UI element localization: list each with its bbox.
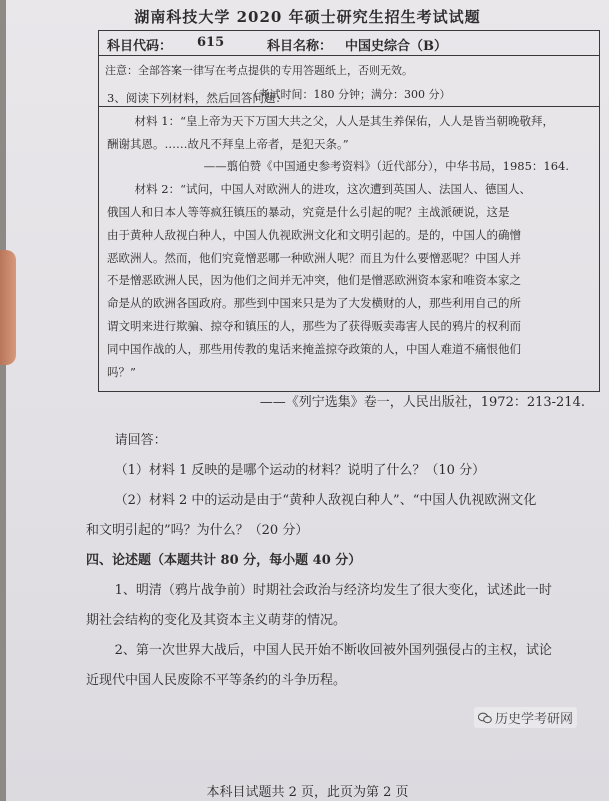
subject-row <box>99 31 599 56</box>
name-value: 中国史综合（B） <box>345 39 447 54</box>
lower-section <box>86 388 591 696</box>
finger-edge <box>0 250 16 365</box>
essay-question-2: 2、第一次世界大战后，中国人民开始不断收回被外国列强侵占的主权，试论 <box>114 643 552 658</box>
exam-sheet-box <box>98 30 600 392</box>
material-1-source: ——翦伯赞《中国通史参考资料》（近代部分），中华书局，1985：164. <box>203 159 569 174</box>
exam-paper <box>6 0 609 801</box>
material-2-line: 不是憎恶欧洲人民，因为他们之间并无冲突，他们是憎恶欧洲资本家和唯资本家之 <box>107 273 521 288</box>
material-2-line: 材料 2：“试问，中国人对欧洲人的进攻，这次遭到英国人、法国人、德国人、 <box>134 182 531 197</box>
question-3 <box>107 87 587 383</box>
material-2-line: 谓文明来进行欺骗、掠夺和镇压的人，那些为了获得贩卖毒害人民的鸦片的权利而 <box>107 318 521 333</box>
code-value: 615 <box>197 35 225 50</box>
notice-text: 注意：全部答案一律写在考点提供的专用答题纸上，否则无效。 <box>105 64 413 77</box>
code-label: 科目代码： <box>107 39 173 54</box>
material-1-line: 材料 1：“皇上帝为天下万国大共之父，人人是其生养保佑，人人是皆当朝晚敬拜， <box>134 113 554 128</box>
material-2-line: 由于黄种人敌视白种人，中国人仇视欧洲文化和文明引起的。是的，中国人的确憎 <box>107 227 521 242</box>
wechat-icon <box>478 712 492 724</box>
material-2-source: ——《列宁选集》卷一，人民出版社，1972：213-214. <box>259 395 585 410</box>
material-1-line: 酬谢其恩。……故凡不拜皇上帝者，是犯天条。” <box>107 136 349 151</box>
page-footer: 本科目试题共 2 页，此页为第 2 页 <box>206 785 409 800</box>
watermark-text: 历史学考研网 <box>495 712 574 727</box>
sub-question-1: （1）材料 1 反映的是哪个运动的材料？说明了什么？（10 分） <box>114 463 486 478</box>
material-2-line: 吗？” <box>107 364 136 379</box>
name-label: 科目名称： <box>267 39 333 54</box>
material-2-line: 同中国作战的人，那些用传教的鬼话来掩盖掠夺政策的人，中国人难道不痛恨他们 <box>107 341 521 356</box>
sub-question-2-cont: 和文明引起的”吗？为什么？（20 分） <box>86 523 309 538</box>
section-4-heading: 四、论述题（本题共计 80 分，每小题 40 分） <box>86 553 362 568</box>
sub-question-2: （2）材料 2 中的运动是由于“黄种人敌视白种人”、“中国人仇视欧洲文化 <box>114 493 537 508</box>
essay-question-1-cont: 期社会结构的变化及其资本主义萌芽的情况。 <box>86 613 347 628</box>
page-title: 湖南科技大学 2020 年硕士研究生招生考试试题 <box>134 8 481 26</box>
essay-question-2-cont: 近现代中国人民废除不平等条约的斗争历程。 <box>86 673 347 688</box>
material-2-line: 恶欧洲人。然而，他们究竟憎恶哪一种欧洲人呢？而且为什么要憎恶呢？中国人并 <box>107 250 521 265</box>
time-info: （考试时间：180 分钟；满分：300 分） <box>247 88 451 101</box>
question-3-heading: 3、阅读下列材料，然后回答问题： <box>107 91 287 105</box>
material-2-line: 命是从的欧洲各国政府。那些到中国来只是为了大发横财的人，那些利用自己的所 <box>107 296 521 311</box>
essay-question-1: 1、明清（鸦片战争前）时期社会政治与经济均发生了很大变化，试述此一时 <box>114 583 552 598</box>
material-2-line: 俄国人和日本人等等疯狂镇压的暴动，究竟是什么引起的呢？主战派硬说，这是 <box>107 204 510 219</box>
answer-prompt: 请回答： <box>114 433 167 448</box>
watermark <box>474 707 577 728</box>
